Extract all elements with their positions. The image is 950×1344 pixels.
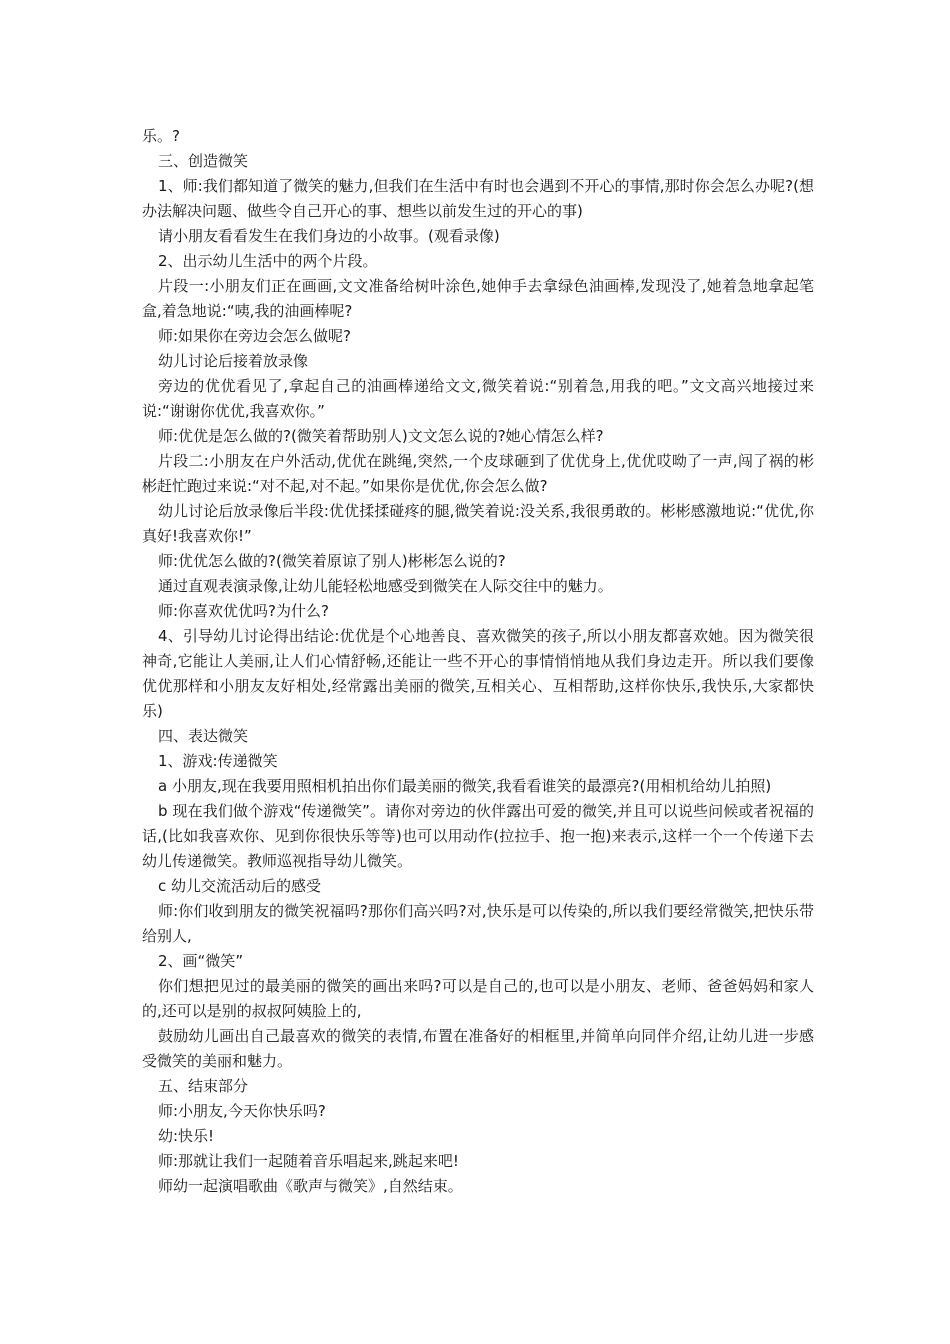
paragraph: b 现在我们做个游戏“传递微笑”。请你对旁边的伙伴露出可爱的微笑,并且可以说些问候或者祝福的话,(比如我喜欢你、见到你很快乐等等)也可以用动作(拉拉手、抱一抱)来表示,这样一个一个传递下去 幼儿传递微笑。教师巡视指导幼儿微笑。 bbox=[142, 802, 845, 870]
paragraph: 幼儿讨论后放录像后半段:优优揉揉碰疼的腿,微笑着说:没关系,我很勇敢的。彬彬感激地说:“优优,你真好!我喜欢你!” bbox=[142, 502, 814, 545]
paragraph: 师:你们收到朋友的微笑祝福吗?那你们高兴吗?对,快乐是可以传染的,所以我们要经常微笑,把快乐带给别人, bbox=[142, 902, 814, 945]
paragraph: 师幼一起演唱歌曲《歌声与微笑》,自然结束。 bbox=[158, 1177, 463, 1195]
paragraph: 幼儿讨论后接着放录像 bbox=[158, 352, 309, 370]
section-heading: 四、表达微笑 bbox=[158, 727, 249, 745]
paragraph: 幼:快乐! bbox=[158, 1127, 215, 1145]
paragraph: 4、引导幼儿讨论得出结论:优优是个心地善良、喜欢微笑的孩子,所以小朋友都喜欢她。因为微笑很神奇,它能让人美丽,让人们心情舒畅,还能让一些不开心的事情悄悄地从我们身边走开。所以我们要像优优那样和小朋友友好相处,经常露出美丽的微笑,互相关心、互相帮助,这样你快乐,我快乐,大家都快乐) bbox=[142, 627, 814, 720]
paragraph: 师:优优怎么做的?(微笑着原谅了别人)彬彬怎么说的? bbox=[158, 552, 506, 570]
paragraph: a 小朋友,现在我要用照相机拍出你们最美丽的微笑,我看看谁笑的最漂亮?(用相机给幼儿拍照) bbox=[158, 777, 772, 795]
paragraph: 片段二:小朋友在户外活动,优优在跳绳,突然,一个皮球砸到了优优身上,优优哎呦了一声,闯了祸的彬彬赶忙跑过来说:“对不起,对不起。”如果你是优优,你会怎么做? bbox=[142, 452, 814, 495]
paragraph: 片段一:小朋友们正在画画,文文准备给树叶涂色,她伸手去拿绿色油画棒,发现没了,她着急地拿起笔盒,着急地说:“咦,我的油画棒呢? bbox=[142, 277, 814, 320]
paragraph: 旁边的优优看见了,拿起自己的油画棒递给文文,微笑着说:“别着急,用我的吧。”文文高兴地接过来说:“谢谢你优优,我喜欢你。” bbox=[142, 377, 814, 420]
paragraph: 1、师:我们都知道了微笑的魅力,但我们在生活中有时也会遇到不开心的事情,那时你会怎么办呢?(想办法解决问题、做些令自己开心的事、想些以前发生过的开心的事) bbox=[142, 177, 814, 220]
document-body bbox=[142, 124, 845, 1199]
paragraph: 通过直观表演录像,让幼儿能轻松地感受到微笑在人际交往中的魅力。 bbox=[158, 577, 613, 595]
paragraph: 师:如果你在旁边会怎么做呢? bbox=[158, 327, 352, 345]
section-heading: 三、创造微笑 bbox=[158, 152, 249, 170]
paragraph: 鼓励幼儿画出自己最喜欢的微笑的表情,布置在准备好的相框里,并简单向同伴介绍,让幼儿进一步感受微笑的美丽和魅力。 bbox=[142, 1027, 814, 1070]
paragraph: 你们想把见过的最美丽的微笑的画出来吗?可以是自己的,也可以是小朋友、老师、爸爸妈妈和家人的,还可以是别的叔叔阿姨脸上的, bbox=[142, 977, 814, 1020]
paragraph: 1、游戏:传递微笑 bbox=[158, 752, 278, 770]
paragraph: 乐。? bbox=[142, 127, 180, 145]
paragraph: 2、出示幼儿生活中的两个片段。 bbox=[158, 252, 378, 270]
paragraph: 师:小朋友,今天你快乐吗? bbox=[158, 1102, 326, 1120]
paragraph: 2、画“微笑” bbox=[158, 952, 244, 970]
section-heading: 五、结束部分 bbox=[158, 1077, 249, 1095]
paragraph: c 幼儿交流活动后的感受 bbox=[158, 877, 322, 895]
paragraph: 师:你喜欢优优吗?为什么? bbox=[158, 602, 329, 620]
paragraph: 师:那就让我们一起随着音乐唱起来,跳起来吧! bbox=[158, 1152, 459, 1170]
paragraph: 请小朋友看看发生在我们身边的小故事。(观看录像) bbox=[158, 227, 500, 245]
paragraph: 师:优优是怎么做的?(微笑着帮助别人)文文怎么说的?她心情怎么样? bbox=[158, 427, 604, 445]
